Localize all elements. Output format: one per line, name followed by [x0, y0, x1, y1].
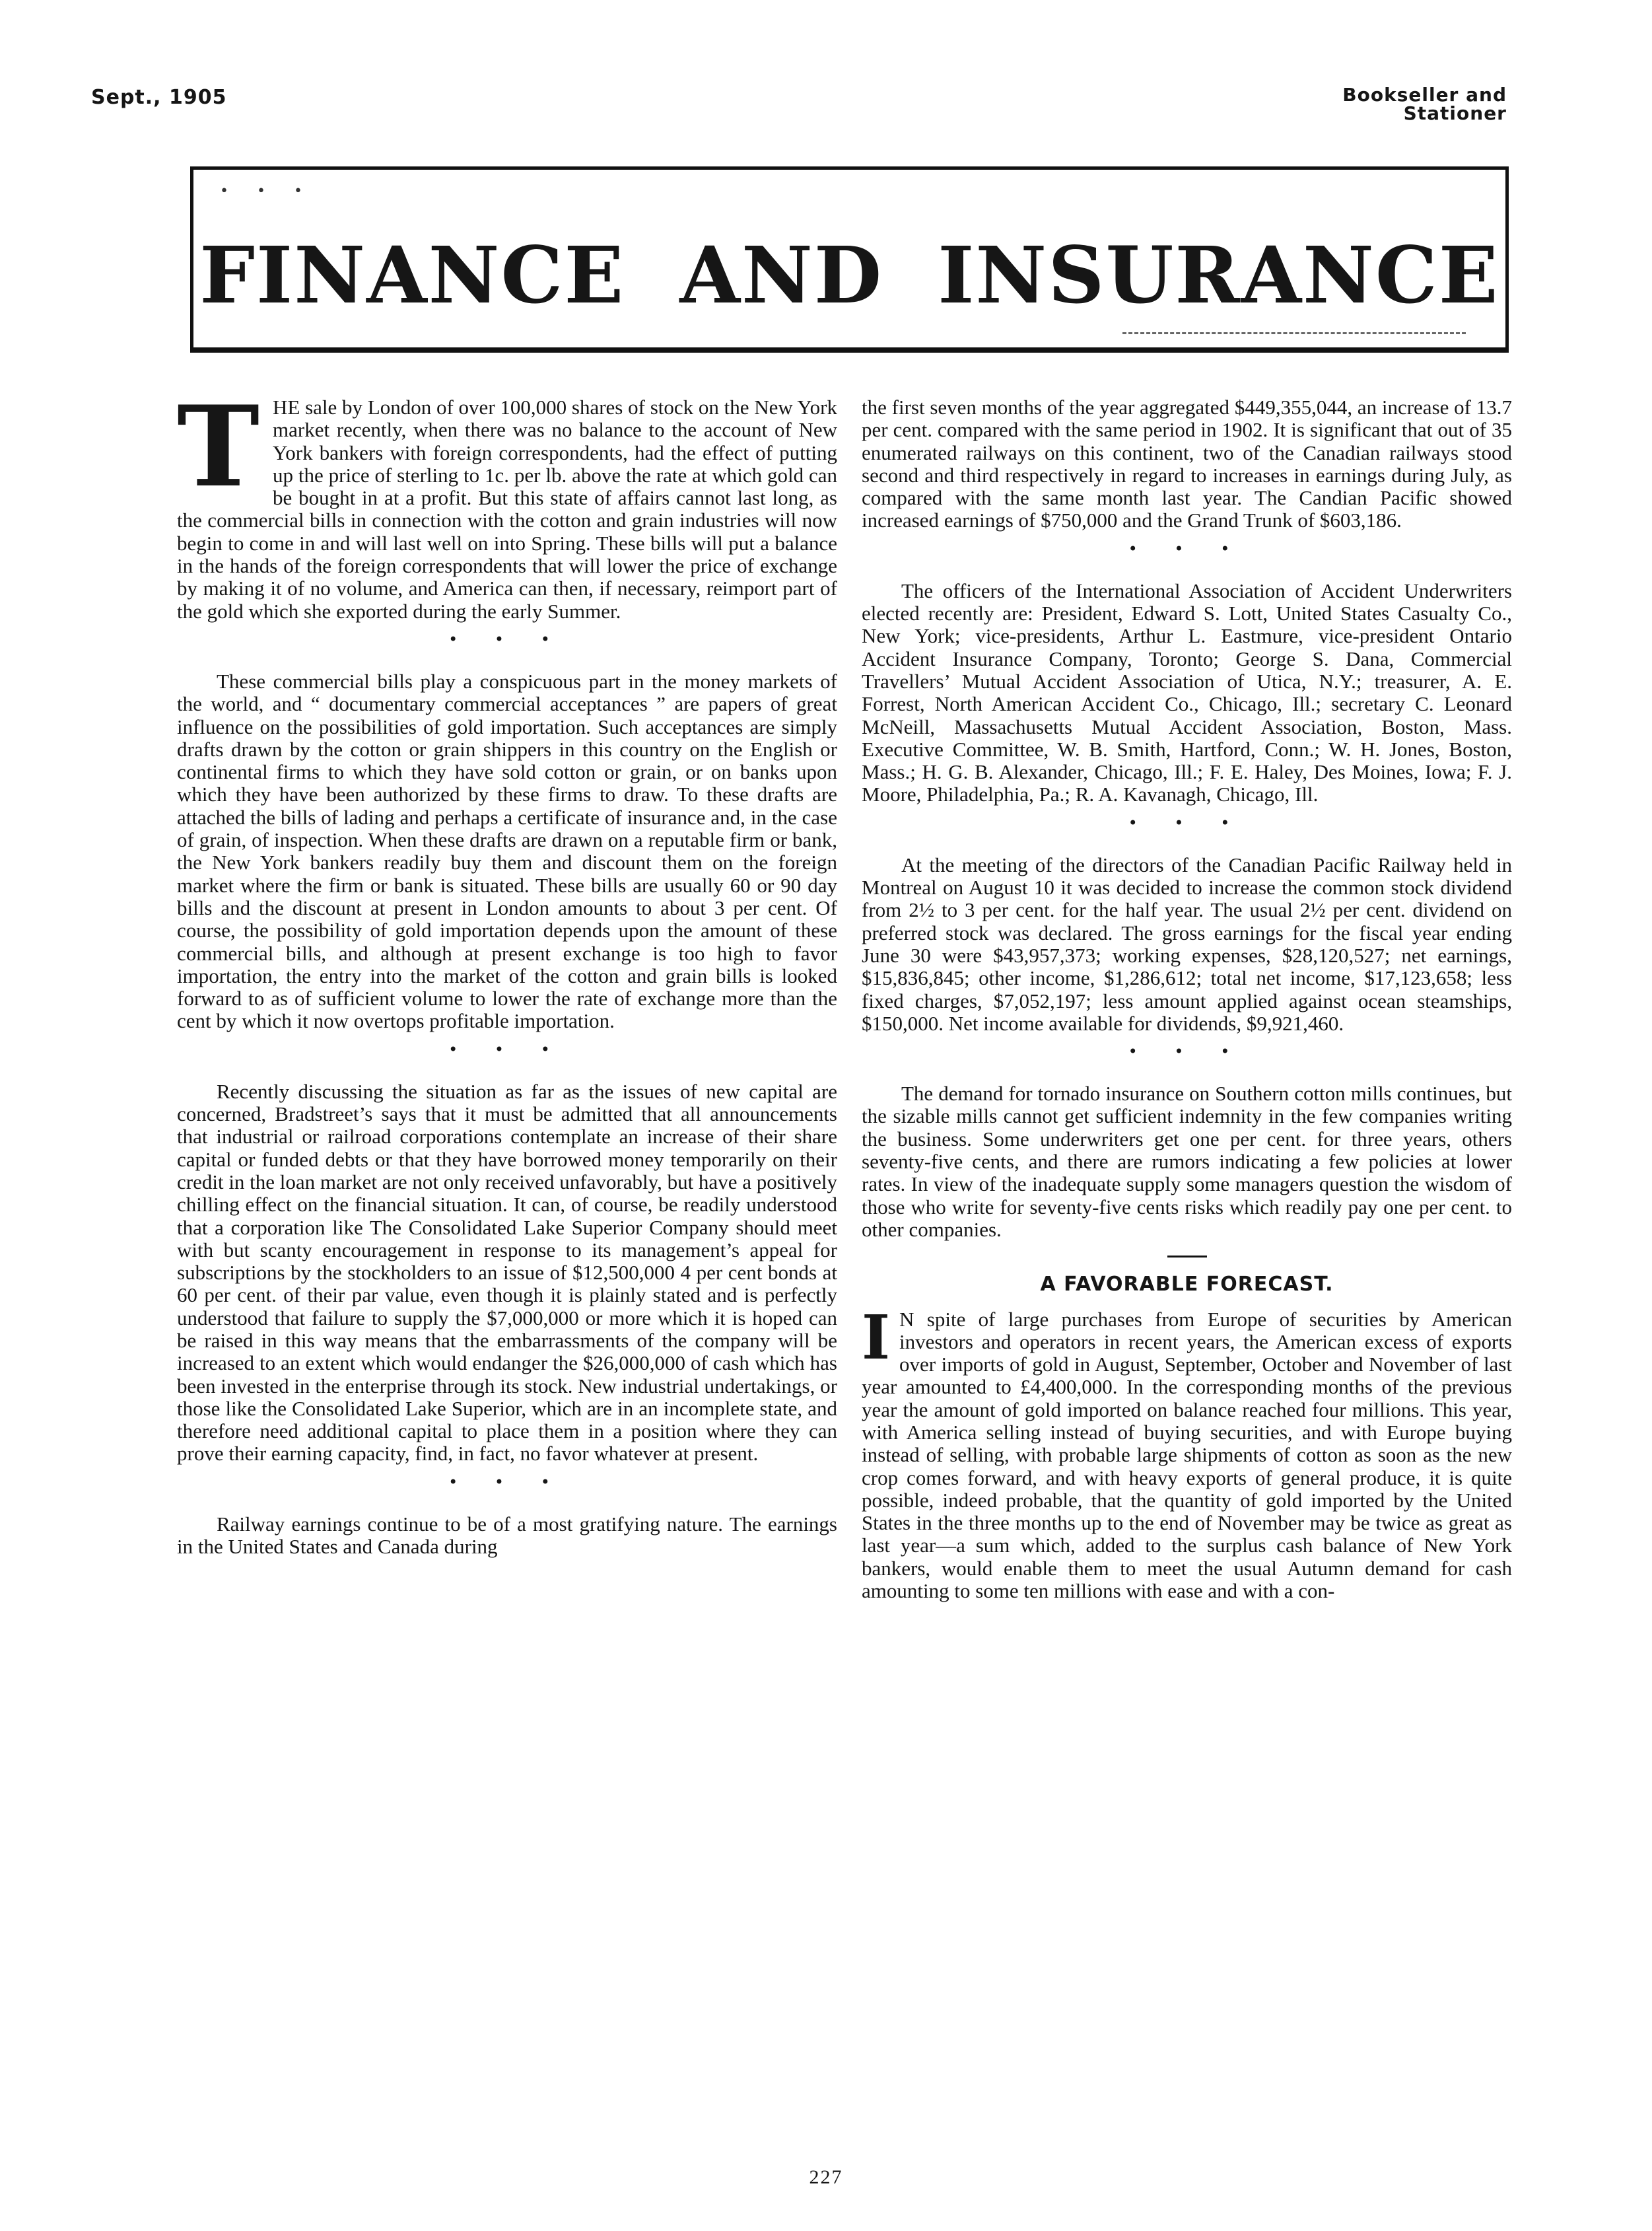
publication-name — [1342, 86, 1507, 123]
page-number: 227 — [809, 2166, 843, 2188]
title-ornament: • • • — [220, 183, 314, 199]
section-separator: • • • — [1128, 1042, 1246, 1061]
paragraph-text: N spite of large purchases from Europe of securities by American investors and operators in recent years, the American excess of exports over imports of gold in August, September, October and November of last year amounted to £4,400,000. In the corresponding months of the previous year the amount of gold imported on balance reached four millions. This year, with America selling instead of buying securities, and with Europe buying instead of selling, with probable large shipments of cotton as soon as the new crop comes forward, and with heavy exports of general produce, it is quite possible, indeed probable, that the quantity of gold imported by the United States in the three months up to the end of November may be twice as great as last year—a sum which, added to the surplus cash balance of New York bankers, would enable them to meet the usual Autumn demand for cash amounting to some ten millions with ease and with a con- — [862, 1307, 1512, 1603]
title-box — [190, 166, 1509, 353]
drop-cap: T — [177, 381, 260, 512]
article-paragraph: At the meeting of the directors of the Canadian Pacific Railway held in Montreal on August 10 it was decided to increase the common stock dividend from 2½ to 3 per cent. for the half year. The usual 2½ per cent. dividend on preferred stock was declared. The gross earnings for the fiscal year ending June 30 were $43,957,373; working expenses, $28,120,527; net earnings, $15,836,845; other income, $1,286,612; total net income, $17,123,658; less fixed charges, $7,052,197; less amount applied against ocean steamships, $150,000. Net income available for dividends, $9,921,460. — [862, 853, 1512, 1035]
issue-date: Sept., 1905 — [91, 86, 227, 109]
article-paragraph: The demand for tornado insurance on Southern cotton mills continues, but the sizable mills cannot get sufficient indemnity in the few companies writing the business. Some underwriters get one per cent. for three years, others seventy-five cents, and there are rumors indicating a few policies at lower rates. In view of the inadequate supply some managers question the wisdom of those who write for seventy-five cents risks which readily pay one per cent. to other companies. — [862, 1082, 1512, 1241]
section-separator: • • • — [448, 629, 566, 649]
section-separator: • • • — [448, 1040, 566, 1059]
right-column — [862, 396, 1512, 1602]
drop-cap: I — [862, 1301, 891, 1373]
title-underline — [1122, 332, 1466, 334]
paragraph-text: HE sale by London of over 100,000 shares of stock on the New York market recently, when there was no balance to the account of New York bankers with foreign correspondents, had the effect of putting up the price of sterling to 1c. per lb. above the rate at which gold can be bought in at a profit. But this state of affairs cannot last long, as the commercial bills in connection with the cotton and grain industries will now begin to come in and will last well on into Spring. These bills will put a balance in the hands of the foreign correspondents that will lower the price of exchange by making it of no volume, and America can then, if necessary, reimport part of the gold which she exported during the early Summer. — [177, 396, 837, 623]
page-title: FINANCE AND INSURANCE — [199, 229, 1499, 321]
publication-name-line2: Stationer — [1403, 102, 1507, 124]
article-paragraph: Recently discussing the situation as far as the issues of new capital are concerned, Bradstreet’s says that it must be admitted that all announcements that industrial or railroad corporations contemplate an increase of their share capital or funded debts or that they have borrowed money temporarily on their credit in the loan market are not only received unfavorably, but have a positively chilling effect on the financial situation. It can, of course, be readily understood that a corporation like The Consolidated Lake Superior Company should meet with but scanty encouragement in response to its management’s appeal for subscriptions by the stockholders to an issue of $12,500,000 4 per cent bonds at 60 per cent. of their par value, even though it is plainly stated and is perfectly understood that failure to supply the $7,000,000 or more which it is hoped can be raised in this way means that the embarrassments of the company will be increased to an extent which would endanger the $26,000,000 of cash which has been invested in the enterprise through its stock. New industrial undertakings, or those like the Consolidated Lake Superior, which are in an incomplete state, and therefore need additional capital to place them in a position where they can prove their earning capacity, find, in fact, no favor whatever at present. — [177, 1079, 837, 1466]
article-paragraph: the first seven months of the year aggregated $449,355,044, an increase of 13.7 per cent. compared with the same period in 1902. It is significant that out of 35 enumerated railways on this continent, two of the Canadian railways stood second and third respectively in regard to increases in earnings during July, as compared with the same month last year. The Candian Pacific showed increased earnings of $750,000 and the Grand Trunk of $603,186. — [862, 396, 1512, 532]
article-paragraph — [862, 1301, 1512, 1603]
article-paragraph: These commercial bills play a conspicuous part in the money markets of the world, and “ documentary commercial acceptances ” are papers of great influence on the possibilities of gold importation. Such acceptances are simply drafts drawn by the cotton or grain shippers in this country on the English or continental firms to which they have sold cotton or grain, or on banks upon which they have been authorized by these firms to draw. To these drafts are attached the bills of lading and perhaps a certificate of insurance and, in the case of grain, of inspection. When these drafts are drawn on a reputable firm or bank, the New York bankers readily buy them and discount them on the foreign market where the firm or bank is situated. These bills are usually 60 or 90 day bills and the discount at present in London amounts to about 3 per cent. Of course, the possibility of gold importation depends upon the amount of these commercial bills, and although at present exchange is too high to favor importation, the entry into the market of the cotton and grain bills is looked forward to as of sufficient volume to lower the rate of exchange more than the cent by which it now overtops profitable importation. — [177, 669, 837, 1033]
publication-name-line1: Bookseller and — [1342, 84, 1507, 106]
section-separator: • • • — [1128, 813, 1246, 832]
section-rule — [1167, 1256, 1207, 1257]
left-column — [177, 381, 837, 1559]
section-heading: A FAVORABLE FORECAST. — [1040, 1273, 1334, 1296]
article-paragraph: The officers of the International Association of Accident Underwriters elected recently are: President, Edward S. Lott, United States Casualty Co., New York; vice-presidents, Arthur L. Eastmure, vice-president Ontario Accident Insurance Company, Toronto; George S. Dana, Commercial Travellers’ Mutual Accident Association of Utica, N.Y.; treasurer, A. E. Forrest, North American Accident Co., Chicago, Ill.; secretary C. Leonard McNeill, Massachusetts Mutual Accident Association, Boston, Mass. Executive Committee, W. B. Smith, Hartford, Conn.; W. H. Jones, Boston, Mass.; H. G. B. Alexander, Chicago, Ill.; F. E. Haley, Des Moines, Iowa; F. J. Moore, Philadelphia, Pa.; R. A. Kavanagh, Chicago, Ill. — [862, 579, 1512, 806]
section-separator: • • • — [1128, 539, 1246, 558]
section-separator: • • • — [448, 1472, 566, 1491]
article-paragraph: Railway earnings continue to be of a most gratifying nature. The earnings in the United States and Canada during — [177, 1512, 837, 1559]
article-paragraph — [177, 381, 837, 623]
